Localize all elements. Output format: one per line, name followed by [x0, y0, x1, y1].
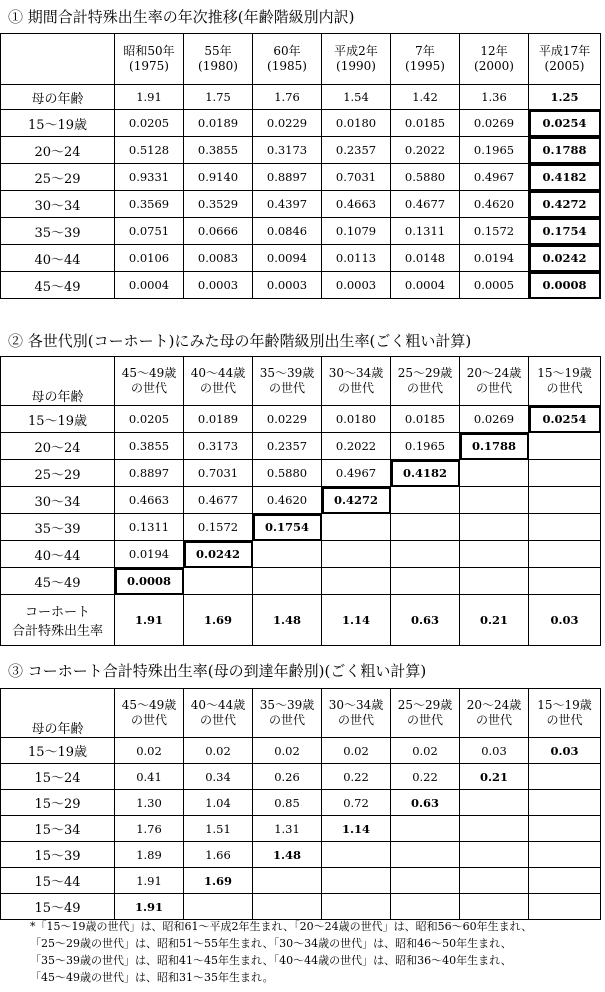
generation-header-text: 15～19歳	[537, 366, 592, 380]
rate-value	[391, 568, 460, 595]
rate-value: 0.3529	[184, 191, 253, 218]
rate-value: 0.1754	[253, 514, 322, 541]
footnote-line: 「45～49歳の世代」は、昭和31～35年生まれ。	[30, 971, 274, 984]
cumulative-value	[529, 868, 601, 894]
cumulative-value: 1.91	[115, 868, 184, 894]
rate-value: 0.0205	[115, 110, 184, 137]
total-value: 1.25	[529, 85, 601, 110]
generation-header	[253, 689, 322, 738]
generation-header-text: 15～19歳	[537, 698, 592, 712]
generation-header-text: 45～49歳	[121, 698, 177, 712]
cohort-total: 0.63	[391, 595, 460, 646]
rate-value: 0.0666	[184, 218, 253, 245]
year-header	[184, 34, 253, 85]
rate-value	[322, 568, 391, 595]
rate-value: 0.0846	[253, 218, 322, 245]
generation-header-text: 35～39歳	[259, 366, 315, 380]
year-header-text: (1975)	[129, 59, 169, 73]
row-label: 母の年齢	[1, 357, 115, 406]
rate-value: 0.0003	[184, 272, 253, 299]
footnote-line: *「15～19歳の世代」は、昭和61～平成2年生まれ、「20～24歳の世代」は、昭和56～60年生まれ、	[30, 920, 533, 933]
row-label: 20～24	[1, 137, 115, 164]
cumulative-value: 0.21	[460, 764, 529, 790]
generation-header-text: 30～34歳	[328, 366, 384, 380]
rate-value: 0.0205	[115, 406, 184, 433]
section3-title: ③ コーホート合計特殊出生率(母の到達年齢別)(ごく粗い計算)	[8, 662, 427, 680]
cumulative-value: 0.63	[391, 790, 460, 816]
generation-header-text: の世代	[337, 713, 374, 727]
rate-value: 0.7031	[184, 460, 253, 487]
section1-title: ① 期間合計特殊出生率の年次推移(年齢階級別内訳)	[8, 8, 355, 26]
cumulative-value: 0.03	[460, 738, 529, 764]
total-label-text: 合計特殊出生率	[11, 624, 103, 639]
row-label: 15～19歳	[1, 738, 115, 764]
generation-header-text: の世代	[130, 381, 167, 395]
cumulative-value: 0.72	[322, 790, 391, 816]
year-header	[391, 34, 460, 85]
rate-value: 0.4677	[391, 191, 460, 218]
cumulative-value: 1.04	[184, 790, 253, 816]
cumulative-value	[391, 894, 460, 920]
rate-value: 0.0751	[115, 218, 184, 245]
footnote-line: 「25～29歳の世代」は、昭和51～55年生まれ、「30～34歳の世代」は、昭和46～50年生まれ、	[30, 937, 512, 950]
rate-value: 0.4272	[529, 191, 601, 218]
cohort-total: 1.69	[184, 595, 253, 646]
cumulative-value: 0.22	[391, 764, 460, 790]
rate-value: 0.0113	[322, 245, 391, 272]
generation-header-text: 35～39歳	[259, 698, 315, 712]
cumulative-value: 1.66	[184, 842, 253, 868]
generation-header-text: 30～34歳	[328, 698, 384, 712]
rate-value: 0.2022	[391, 137, 460, 164]
rate-value: 0.5880	[253, 460, 322, 487]
cohort-cumulative-table	[0, 688, 601, 920]
rate-value: 0.0189	[184, 110, 253, 137]
year-header-text: 60年	[273, 44, 301, 58]
cumulative-value	[322, 894, 391, 920]
year-header-text: (1990)	[336, 59, 376, 73]
cumulative-value: 0.41	[115, 764, 184, 790]
rate-value: 0.0083	[184, 245, 253, 272]
row-label: 母の年齢	[1, 689, 115, 738]
year-header-text: 昭和50年	[123, 44, 175, 58]
year-header-text: 平成17年	[538, 44, 591, 58]
rate-value: 0.1788	[460, 433, 529, 460]
rate-value: 0.9140	[184, 164, 253, 191]
generation-header-text: 40～44歳	[190, 698, 246, 712]
generation-header-text: の世代	[406, 381, 443, 395]
cumulative-value	[322, 868, 391, 894]
rate-value: 0.0185	[391, 110, 460, 137]
cumulative-value	[460, 816, 529, 842]
rate-value: 0.0269	[460, 110, 529, 137]
cohort-total: 0.21	[460, 595, 529, 646]
rate-value: 0.0008	[529, 272, 601, 299]
cumulative-value: 0.02	[184, 738, 253, 764]
footnote	[30, 918, 532, 986]
cumulative-value: 0.02	[253, 738, 322, 764]
row-label: 30～34	[1, 191, 115, 218]
cumulative-value: 0.22	[322, 764, 391, 790]
rate-value: 0.0242	[184, 541, 253, 568]
rate-value: 0.1311	[115, 514, 184, 541]
year-header	[115, 34, 184, 85]
rate-value: 0.0003	[322, 272, 391, 299]
year-header	[529, 34, 601, 85]
rate-value: 0.1572	[184, 514, 253, 541]
rate-value: 0.4967	[460, 164, 529, 191]
year-header-text: (1985)	[267, 59, 307, 73]
rate-value: 0.4272	[322, 487, 391, 514]
rate-value: 0.0003	[253, 272, 322, 299]
rate-value	[391, 487, 460, 514]
generation-header	[184, 357, 253, 406]
rate-value: 0.0269	[460, 406, 529, 433]
generation-header	[115, 689, 184, 738]
row-label: 15～19歳	[1, 110, 115, 137]
generation-header-text: 25～29歳	[397, 366, 453, 380]
row-label: 15～49	[1, 894, 115, 920]
generation-header	[529, 357, 601, 406]
cumulative-value: 0.02	[115, 738, 184, 764]
generation-header-text: 20～24歳	[466, 698, 522, 712]
cumulative-value: 1.48	[253, 842, 322, 868]
rate-value: 0.0229	[253, 110, 322, 137]
generation-header	[253, 357, 322, 406]
cumulative-value	[529, 764, 601, 790]
rate-value: 0.2357	[253, 433, 322, 460]
year-header-text: 7年	[415, 44, 435, 58]
rate-value: 0.1754	[529, 218, 601, 245]
generation-header	[184, 689, 253, 738]
cumulative-value	[391, 816, 460, 842]
row-label: 20～24	[1, 433, 115, 460]
cumulative-value	[391, 868, 460, 894]
rate-value: 0.0194	[460, 245, 529, 272]
rate-value: 0.4397	[253, 191, 322, 218]
rate-value: 0.0180	[322, 110, 391, 137]
year-header-text: (1980)	[198, 59, 238, 73]
total-value: 1.54	[322, 85, 391, 110]
generation-header-text: の世代	[475, 713, 512, 727]
rate-value: 0.0194	[115, 541, 184, 568]
rate-value	[529, 568, 601, 595]
row-label: 母の年齢	[1, 85, 115, 110]
rate-value: 0.0189	[184, 406, 253, 433]
row-label: 25～29	[1, 460, 115, 487]
rate-value: 0.3855	[184, 137, 253, 164]
year-header-text: 12年	[480, 44, 508, 58]
cumulative-value	[391, 842, 460, 868]
generation-header-text: の世代	[475, 381, 512, 395]
rate-value	[253, 541, 322, 568]
rate-value	[322, 541, 391, 568]
cumulative-value: 1.69	[184, 868, 253, 894]
row-label: 35～39	[1, 514, 115, 541]
generation-header-text: の世代	[199, 713, 236, 727]
rate-value: 0.5128	[115, 137, 184, 164]
row-label: 15～44	[1, 868, 115, 894]
cumulative-value	[322, 842, 391, 868]
rate-value: 0.2022	[322, 433, 391, 460]
cohort-total: 1.14	[322, 595, 391, 646]
rate-value: 0.9331	[115, 164, 184, 191]
cumulative-value: 1.89	[115, 842, 184, 868]
cohort-total: 1.91	[115, 595, 184, 646]
cumulative-value: 1.76	[115, 816, 184, 842]
rate-value	[460, 541, 529, 568]
cohort-total: 0.03	[529, 595, 601, 646]
corner-cell	[1, 34, 115, 85]
rate-value	[529, 514, 601, 541]
rate-value	[460, 514, 529, 541]
rate-value: 0.4182	[391, 460, 460, 487]
row-label: 25～29	[1, 164, 115, 191]
section2-title: ② 各世代別(コーホート)にみた母の年齢階級別出生率(ごく粗い計算)	[8, 332, 472, 350]
cumulative-value	[529, 816, 601, 842]
cumulative-value: 1.51	[184, 816, 253, 842]
rate-value: 0.3173	[253, 137, 322, 164]
cumulative-value	[460, 790, 529, 816]
cumulative-value: 0.02	[391, 738, 460, 764]
generation-header	[460, 689, 529, 738]
generation-header-text: の世代	[337, 381, 374, 395]
cumulative-value	[529, 842, 601, 868]
cumulative-value	[253, 868, 322, 894]
rate-value: 0.0180	[322, 406, 391, 433]
cumulative-value: 0.34	[184, 764, 253, 790]
rate-value	[184, 568, 253, 595]
rate-value: 0.1788	[529, 137, 601, 164]
cumulative-value: 1.31	[253, 816, 322, 842]
rate-value	[253, 568, 322, 595]
total-value: 1.76	[253, 85, 322, 110]
cumulative-value: 0.03	[529, 738, 601, 764]
generation-header-text: 40～44歳	[190, 366, 246, 380]
rate-value: 0.1079	[322, 218, 391, 245]
generation-header-text: 45～49歳	[121, 366, 177, 380]
rate-value: 0.0242	[529, 245, 601, 272]
rate-value: 0.3173	[184, 433, 253, 460]
year-header-text: (2005)	[544, 59, 585, 73]
generation-header-text: の世代	[546, 713, 583, 727]
rate-value: 0.1311	[391, 218, 460, 245]
row-label: 30～34	[1, 487, 115, 514]
year-header	[322, 34, 391, 85]
cumulative-value: 1.91	[115, 894, 184, 920]
rate-value	[460, 487, 529, 514]
row-label	[1, 595, 115, 646]
rate-value: 0.4663	[322, 191, 391, 218]
cumulative-value: 1.30	[115, 790, 184, 816]
rate-value: 0.4677	[184, 487, 253, 514]
cumulative-value: 0.26	[253, 764, 322, 790]
rate-value: 0.4182	[529, 164, 601, 191]
total-value: 1.42	[391, 85, 460, 110]
cumulative-value: 1.14	[322, 816, 391, 842]
generation-header-text: 25～29歳	[397, 698, 453, 712]
rate-value: 0.0148	[391, 245, 460, 272]
rate-value: 0.0008	[115, 568, 184, 595]
rate-value: 0.4967	[322, 460, 391, 487]
rate-value: 0.4620	[253, 487, 322, 514]
generation-header	[460, 357, 529, 406]
rate-value: 0.3855	[115, 433, 184, 460]
generation-header-text: の世代	[268, 713, 305, 727]
year-header-text: (1995)	[405, 59, 445, 73]
rate-value: 0.0004	[391, 272, 460, 299]
generation-header	[529, 689, 601, 738]
rate-value: 0.1965	[391, 433, 460, 460]
cumulative-value	[529, 790, 601, 816]
row-label: 35～39	[1, 218, 115, 245]
cumulative-value: 0.02	[322, 738, 391, 764]
cohort-rate-table	[0, 356, 601, 646]
rate-value	[322, 514, 391, 541]
row-label: 15～34	[1, 816, 115, 842]
rate-value: 0.0106	[115, 245, 184, 272]
cumulative-value	[460, 894, 529, 920]
rate-value	[391, 514, 460, 541]
cumulative-value	[460, 868, 529, 894]
rate-value: 0.2357	[322, 137, 391, 164]
total-value: 1.75	[184, 85, 253, 110]
generation-header	[322, 689, 391, 738]
rate-value: 0.0254	[529, 406, 601, 433]
year-header	[253, 34, 322, 85]
rate-value: 0.0005	[460, 272, 529, 299]
row-label: 15～19歳	[1, 406, 115, 433]
rate-value: 0.4663	[115, 487, 184, 514]
rate-value: 0.8897	[253, 164, 322, 191]
row-label: 15～24	[1, 764, 115, 790]
rate-value: 0.0094	[253, 245, 322, 272]
cumulative-value	[529, 894, 601, 920]
rate-value: 0.0229	[253, 406, 322, 433]
rate-value: 0.7031	[322, 164, 391, 191]
cumulative-value: 0.85	[253, 790, 322, 816]
year-header	[460, 34, 529, 85]
total-value: 1.36	[460, 85, 529, 110]
cumulative-value	[253, 894, 322, 920]
generation-header-text: の世代	[199, 381, 236, 395]
rate-value	[460, 460, 529, 487]
rate-value: 0.0004	[115, 272, 184, 299]
generation-header	[322, 357, 391, 406]
rate-value: 0.5880	[391, 164, 460, 191]
total-value: 1.91	[115, 85, 184, 110]
generation-header-text: の世代	[130, 713, 167, 727]
rate-value	[529, 460, 601, 487]
row-label: 40～44	[1, 541, 115, 568]
rate-value: 0.3569	[115, 191, 184, 218]
rate-value: 0.0185	[391, 406, 460, 433]
row-label: 15～39	[1, 842, 115, 868]
generation-header	[115, 357, 184, 406]
row-label: 40～44	[1, 245, 115, 272]
rate-value: 0.1572	[460, 218, 529, 245]
generation-header-text: の世代	[406, 713, 443, 727]
rate-value: 0.1965	[460, 137, 529, 164]
year-header-text: 平成2年	[334, 44, 378, 58]
rate-value: 0.4620	[460, 191, 529, 218]
rate-value	[460, 568, 529, 595]
total-label-text: コーホート	[24, 605, 90, 620]
row-label: 45～49	[1, 272, 115, 299]
cumulative-value	[460, 842, 529, 868]
generation-header	[391, 357, 460, 406]
generation-header	[391, 689, 460, 738]
cumulative-value	[184, 894, 253, 920]
generation-header-text: の世代	[268, 381, 305, 395]
cohort-total: 1.48	[253, 595, 322, 646]
footnote-line: 「35～39歳の世代」は、昭和41～45年生まれ、「40～44歳の世代」は、昭和36～40年生まれ、	[30, 954, 512, 967]
rate-value: 0.0254	[529, 110, 601, 137]
rate-value: 0.8897	[115, 460, 184, 487]
generation-header-text: 20～24歳	[466, 366, 522, 380]
rate-value	[529, 487, 601, 514]
rate-value	[391, 541, 460, 568]
year-header-text: 55年	[204, 44, 232, 58]
rate-value	[529, 433, 601, 460]
row-label: 45～49	[1, 568, 115, 595]
year-header-text: (2000)	[474, 59, 514, 73]
row-label: 15～29	[1, 790, 115, 816]
generation-header-text: の世代	[546, 381, 583, 395]
rate-value	[529, 541, 601, 568]
period-tfr-table	[0, 33, 601, 299]
